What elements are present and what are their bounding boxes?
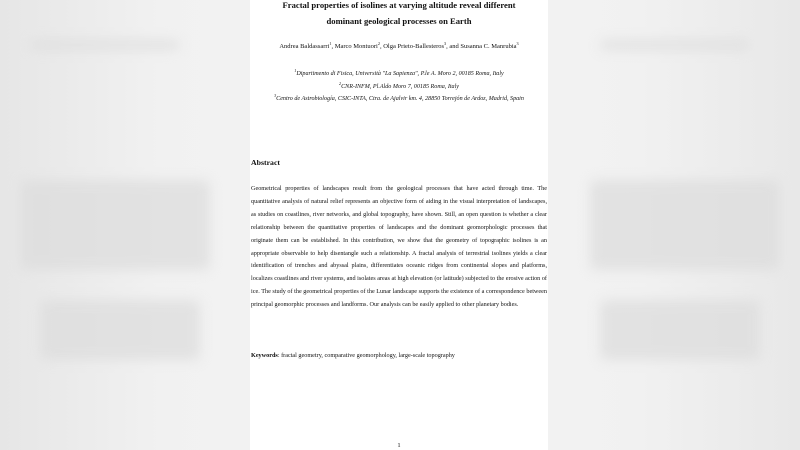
background-blur-block [600,300,760,360]
affiliation-text: CNR-INFM, Pl.Aldo Moro 7, 00185 Roma, Italy [341,83,459,90]
affiliation-text: Dipartimento di Fisica, Università "La Sapienza", P.le A. Moro 2, 00185 Roma, Italy [296,71,504,77]
background-blur-block [600,40,750,50]
affiliation-item [250,68,548,81]
affiliation-text: Centro de Astrobiología, CSIC-INTA, Ctra. de Ajalvir km. 4, 28850 Torrejón de Ardoz, Madrid, Spain [276,96,524,103]
paper-title [250,0,548,29]
keywords-label: Keywords [251,352,278,359]
author-separator: , and [446,43,461,50]
keywords-text: : fractal geometry, comparative geomorphology, large-scale topography [277,352,455,359]
author-affiliation-mark: 3 [516,40,519,46]
background-blur-block [590,180,780,270]
author-name: Olga Prieto-Ballesteros [383,43,445,50]
background-blur-block [40,300,200,360]
affiliation-number: 2 [338,80,342,86]
keywords-line [251,350,547,362]
paper-title-line-1: Fractal properties of isolines at varying altitude reveal different [282,0,516,10]
background-blur-block [30,40,180,50]
page-number: 1 [397,442,401,449]
author-affiliation-mark: 1 [329,40,332,46]
abstract-body: Geometrical properties of landscapes result from the geological processes that have acted through time. The quantitative analysis of natural relief represents an objective form of aiding in the visual interpretation of landscapes, as studies on coastlines, river networks, and global topography, have shown. Still, an open question is whether a clear relationship between the quantitative properties of landscapes and the dominant geomorphologic processes that originate them can be established. In this contribution, we show that the geometry of topographic isolines is an appropriate observable to help disentangle such a relationship. A fractal analysis of terrestrial isolines yields a clear identification of trenches and abyssal plains, differentiates oceanic ridges from continental slopes and platforms, localizes coastlines and river systems, and isolates areas at high elevation (or latitude) subjected to the erosive action of ice. The study of the geometrical properties of the Lunar landscape supports the existence of a correspondence between principal geomorphic processes and landforms. Our analysis can be easily applied to other planetary bodies. [251,185,547,309]
affiliation-item [250,93,548,106]
abstract-heading: Abstract [251,158,281,167]
affiliation-number: 1 [294,67,297,73]
affiliation-number: 3 [274,93,277,99]
author-name: Marco Montuori [334,43,378,50]
author-list [250,42,548,52]
affiliation-list [250,68,548,106]
author-separator: , [379,43,384,50]
author-separator: , [331,43,335,50]
author-name: Andrea Baldassarri [279,43,330,50]
author-affiliation-mark: 2 [377,40,380,46]
background-blur-block [20,180,210,270]
author-name: Susanna C. Manrubia [460,43,517,50]
affiliation-item [250,81,548,94]
paper-title-line-2: dominant geological processes on Earth [326,16,472,26]
author-affiliation-mark: 3 [444,40,447,46]
document-page [250,0,548,450]
